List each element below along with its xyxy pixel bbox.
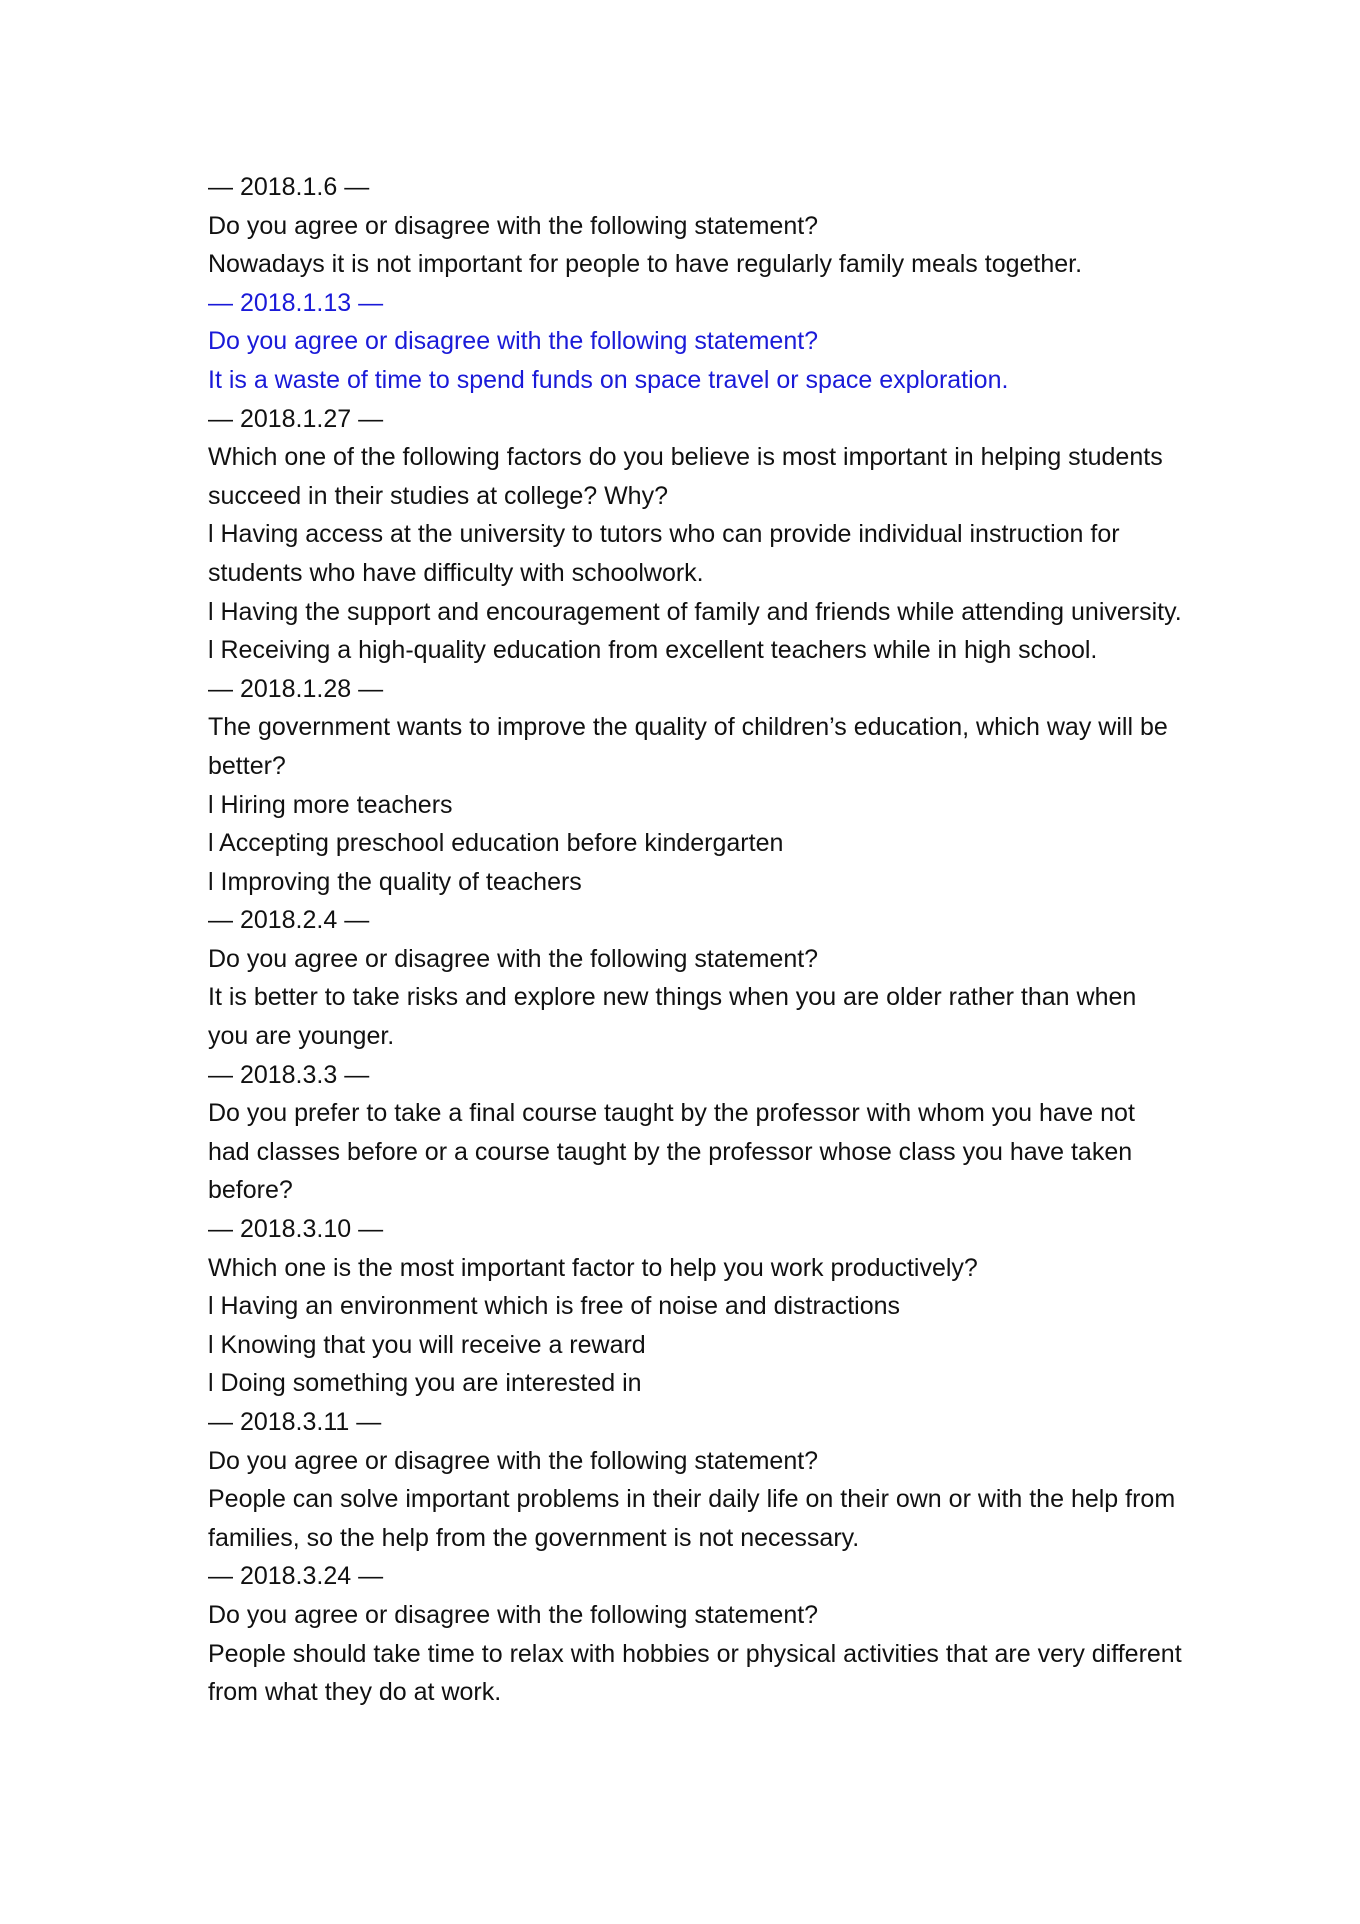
- section-date: — 2018.3.24 —: [208, 1562, 384, 1591]
- question-text: Do you prefer to take a final course taught by the professor with whom you have not had classes before or a course taught by the professor whose class you have taken before?: [208, 1099, 1135, 1205]
- section-date: — 2018.1.27 —: [208, 404, 384, 433]
- question-text: Do you agree or disagree with the following statement?: [208, 1600, 819, 1629]
- section-date: — 2018.1.13 —: [208, 288, 384, 317]
- question-section: [208, 1403, 1183, 1557]
- document-body: [208, 168, 1183, 1712]
- question-text: Do you agree or disagree with the following statement?: [208, 327, 819, 356]
- question-text: Nowadays it is not important for people to have regularly family meals together.: [208, 250, 1083, 279]
- section-date: — 2018.1.28 —: [208, 674, 384, 703]
- question-text: Do you agree or disagree with the following statement?: [208, 1446, 819, 1475]
- section-date: — 2018.3.11 —: [208, 1408, 382, 1436]
- section-date: — 2018.1.6 —: [208, 173, 370, 201]
- section-date: — 2018.3.10 —: [208, 1215, 384, 1244]
- option-item: l Knowing that you will receive a reward: [208, 1330, 646, 1359]
- question-text: Which one of the following factors do you believe is most important in helping students succeed in their studies at college? Why?: [208, 443, 1163, 510]
- option-item: l Receiving a high-quality education from excellent teachers while in high school.: [208, 636, 1098, 665]
- question-text: It is better to take risks and explore new things when you are older rather than when you are younger.: [208, 983, 1137, 1051]
- option-item: l Having access at the university to tutors who can provide individual instruction for students who have difficulty with schoolwork.: [208, 520, 1120, 587]
- question-text: It is a waste of time to spend funds on space travel or space exploration.: [208, 365, 1009, 394]
- question-text: The government wants to improve the quality of children’s education, which way will be better?: [208, 713, 1168, 780]
- question-section: [208, 1056, 1183, 1210]
- question-text: Do you agree or disagree with the following statement?: [208, 211, 819, 240]
- question-text: People should take time to relax with hobbies or physical activities that are very different from what they do at work.: [208, 1639, 1182, 1707]
- option-item: l Hiring more teachers: [208, 790, 453, 819]
- section-date: — 2018.2.4 —: [208, 906, 370, 935]
- question-section: [208, 284, 1183, 400]
- question-text: Which one is the most important factor to help you work productively?: [208, 1253, 978, 1282]
- option-item: l Doing something you are interested in: [208, 1369, 642, 1398]
- question-text: People can solve important problems in their daily life on their own or with the help from families, so the help from the government is not necessary.: [208, 1485, 1176, 1552]
- option-item: l Having the support and encouragement of family and friends while attending university.: [208, 597, 1182, 626]
- question-section: [208, 400, 1183, 670]
- question-section: [208, 670, 1183, 902]
- section-date: — 2018.3.3 —: [208, 1060, 370, 1089]
- question-section: [208, 1210, 1183, 1403]
- question-text: Do you agree or disagree with the following statement?: [208, 944, 819, 973]
- question-section: [208, 1557, 1183, 1711]
- option-item: l Accepting preschool education before kindergarten: [208, 829, 784, 858]
- option-item: l Improving the quality of teachers: [208, 867, 582, 896]
- question-section: [208, 901, 1183, 1055]
- option-item: l Having an environment which is free of noise and distractions: [208, 1292, 901, 1321]
- question-section: [208, 168, 1183, 284]
